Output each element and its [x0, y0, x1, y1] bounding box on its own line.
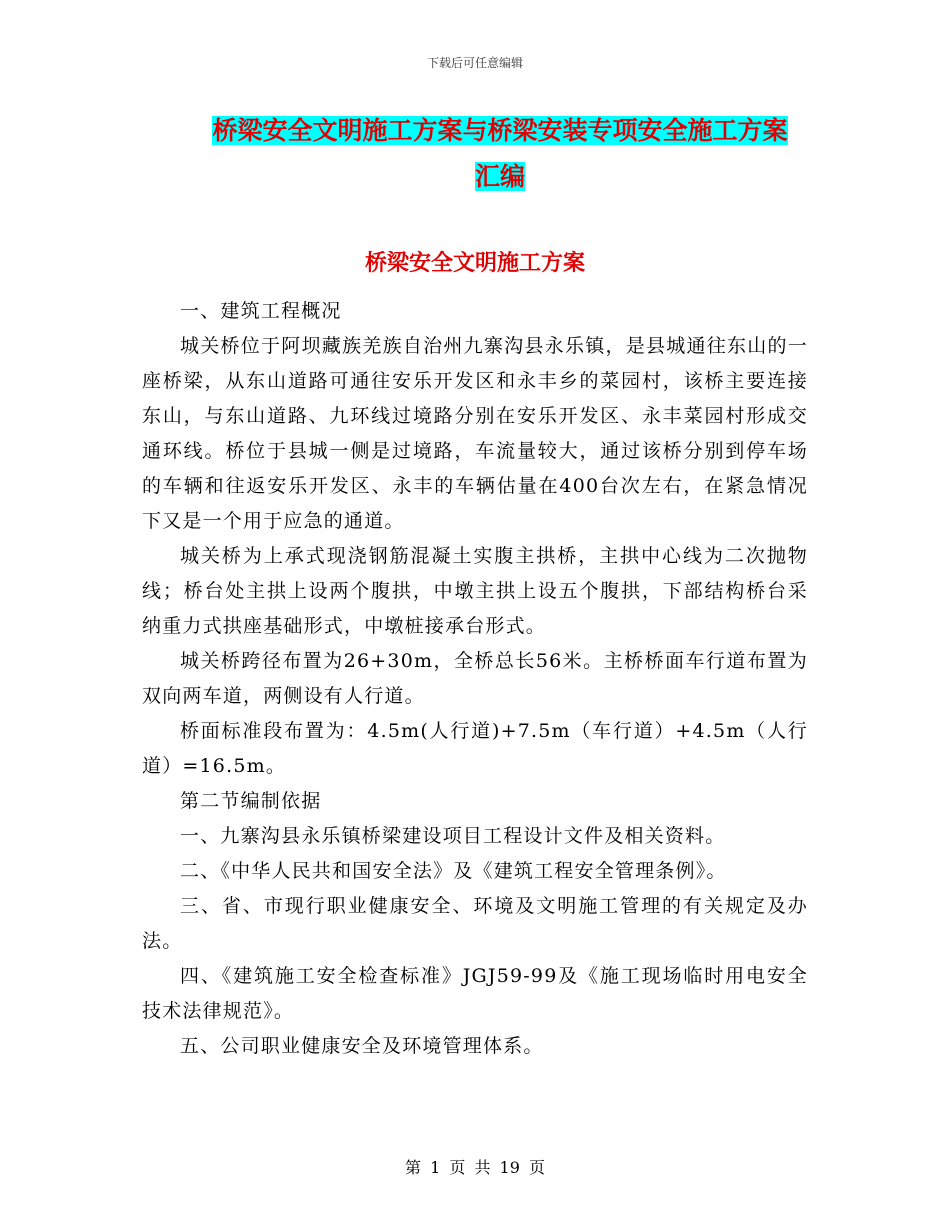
document-title — [140, 108, 860, 200]
section-title: 桥梁安全文明施工方案 — [364, 250, 585, 276]
paragraph: 四、《建筑施工安全检查标准》JGJ59-99及《施工现场临时用电安全技术法律规范》。 — [142, 965, 808, 1022]
paragraph: 城关桥位于阿坝藏族羌族自治州九寨沟县永乐镇，是县城通往东山的一座桥梁，从东山道路可通往安乐开发区和永丰乡的菜园村，该桥主要连接东山，与东山道路、九环线过境路分别在安乐开发区、永丰菜园村形成交通环线。桥位于县城一侧是过境路，车流量较大，通过该桥分别到停车场的车辆和往返安乐开发区、永丰的车辆估量在400台次左右，在紧急情况下又是一个用于应急的通道。 — [142, 335, 808, 532]
document-title-line1: 桥梁安全文明施工方案与桥梁安装专项安全施工方案 — [212, 116, 788, 145]
paragraph: 桥面标准段布置为：4.5m(人行道)+7.5m（车行道）+4.5m（人行道）=16.5m。 — [142, 720, 808, 777]
paragraph: 城关桥跨径布置为26+30m，全桥总长56米。主桥桥面车行道布置为双向两车道，两侧设有人行道。 — [142, 650, 808, 707]
paragraph: 一、建筑工程概况 — [180, 300, 342, 322]
document-body — [142, 294, 808, 1064]
paragraph: 城关桥为上承式现浇钢筋混凝土实腹主拱桥，主拱中心线为二次抛物线；桥台处主拱上设两个腹拱，中墩主拱上设五个腹拱，下部结构桥台采纳重力式拱座基础形式，中墩桩接承台形式。 — [142, 545, 808, 637]
paragraph: 一、九寨沟县永乐镇桥梁建设项目工程设计文件及相关资料。 — [180, 825, 726, 847]
page-footer: 第 1 页 共 19 页 — [405, 1158, 545, 1177]
paragraph: 第二节编制依据 — [180, 790, 322, 812]
document-title-line2: 汇编 — [474, 162, 525, 191]
paragraph: 三、省、市现行职业健康安全、环境及文明施工管理的有关规定及办法。 — [142, 895, 808, 952]
page-header: 下载后可任意编辑 — [426, 56, 523, 70]
paragraph: 五、公司职业健康安全及环境管理体系。 — [180, 1035, 544, 1057]
paragraph: 二、《中华人民共和国安全法》及《建筑工程安全管理条例》。 — [180, 860, 727, 882]
